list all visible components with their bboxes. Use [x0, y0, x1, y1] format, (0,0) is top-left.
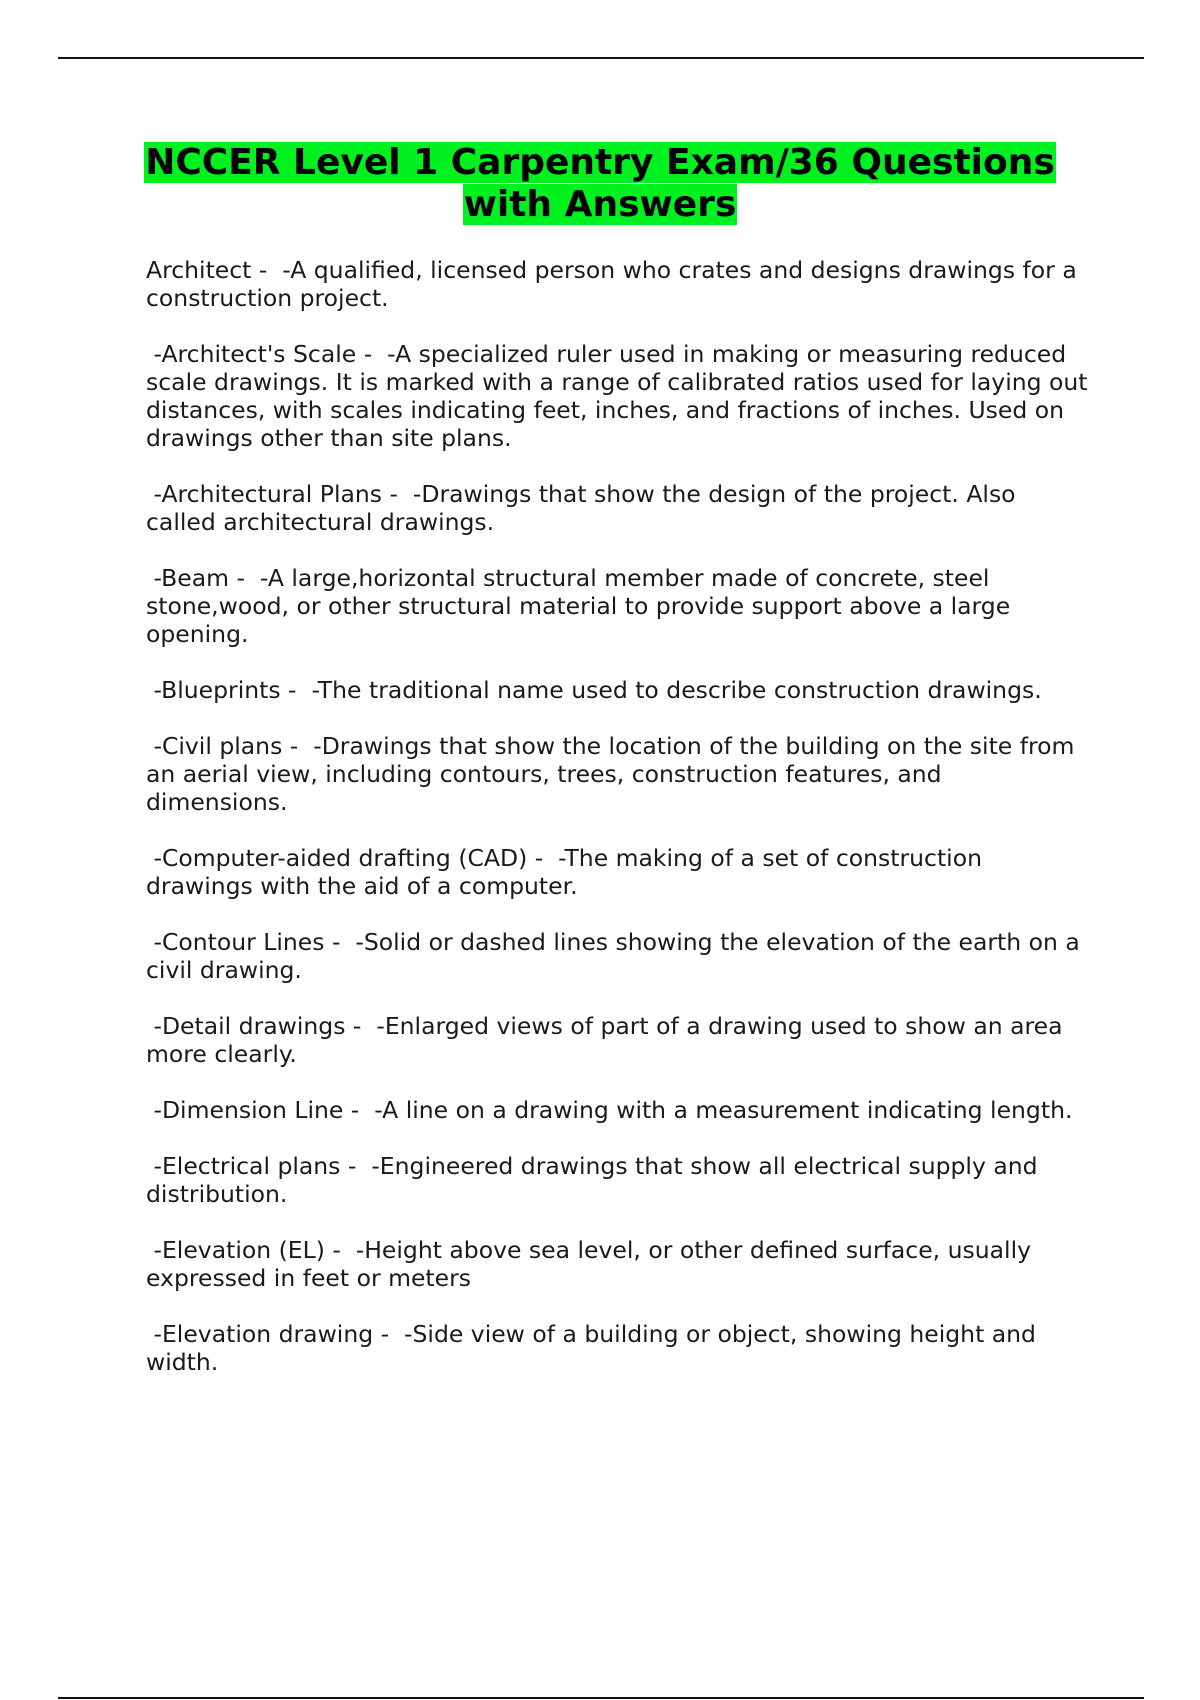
entry-civil-plans: -Civil plans - -Drawings that show the location of the building on the site from an aerial view, including contours, trees, construction features, and dimensions. [146, 732, 1082, 816]
entry-elevation-el: -Elevation (EL) - -Height above sea level, or other defined surface, usually expressed in feet or meters [146, 1236, 1039, 1292]
entry-contour-lines: -Contour Lines - -Solid or dashed lines showing the elevation of the earth on a civil drawing. [146, 928, 1088, 984]
document-title [130, 142, 1070, 226]
entry-elevation-drawing: -Elevation drawing - -Side view of a building or object, showing height and width. [146, 1320, 1044, 1376]
title-block [130, 142, 1070, 226]
entry-blueprints: -Blueprints - -The traditional name used to describe construction drawings. [146, 676, 1042, 704]
entry-detail-drawings: -Detail drawings - -Enlarged views of part of a drawing used to show an area more clearly. [146, 1012, 1071, 1068]
entry-electrical-plans: -Electrical plans - -Engineered drawings that show all electrical supply and distribution. [146, 1152, 1046, 1208]
entry-architect: Architect - -A qualified, licensed person who crates and designs drawings for a construction project. [146, 256, 1085, 312]
document-title-text: NCCER Level 1 Carpentry Exam/36 Questions with Answers [145, 142, 1055, 225]
entry-list [146, 256, 1095, 1404]
entry-architects-scale: -Architect's Scale - -A specialized ruler used in making or measuring reduced scale drawings. It is marked with a range of calibrated ratios used for laying out distances, with scales indicating feet, inches, and fractions of inches. Used on drawings other than site plans. [146, 340, 1095, 452]
entry-cad: -Computer-aided drafting (CAD) - -The making of a set of construction drawings with the aid of a computer. [146, 844, 990, 900]
entry-beam: -Beam - -A large,horizontal structural member made of concrete, steel stone,wood, or other structural material to provide support above a large opening. [146, 564, 1018, 648]
entry-dimension-line: -Dimension Line - -A line on a drawing with a measurement indicating length. [146, 1096, 1073, 1124]
entry-architectural-plans: -Architectural Plans - -Drawings that show the design of the project. Also called architectural drawings. [146, 480, 1024, 536]
bottom-rule [58, 1697, 1144, 1699]
top-rule [58, 57, 1144, 59]
